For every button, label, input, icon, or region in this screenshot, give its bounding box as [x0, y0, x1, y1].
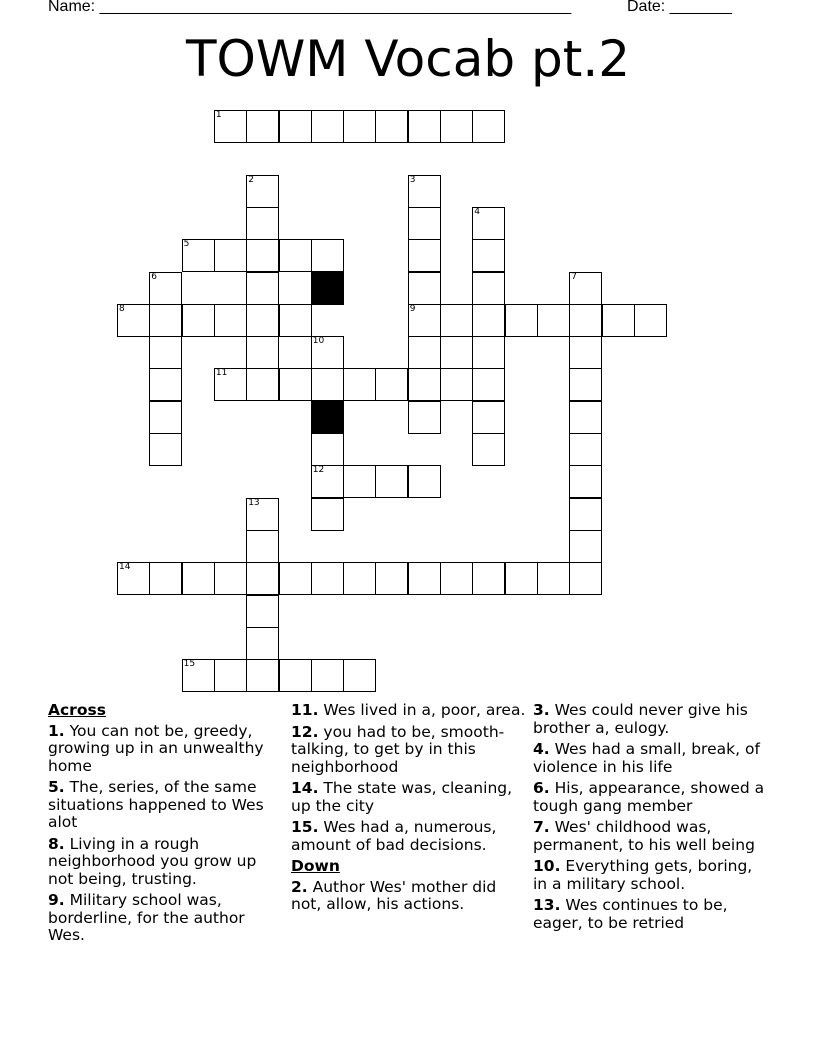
crossword-cell[interactable]	[408, 401, 441, 434]
crossword-cell[interactable]	[311, 433, 344, 466]
crossword-cell[interactable]	[214, 304, 247, 337]
clue-item	[291, 724, 526, 777]
crossword-cell[interactable]	[569, 433, 602, 466]
clue-text: His, appearance, showed a tough gang member	[533, 779, 765, 815]
clue-number: 12.	[291, 722, 319, 741]
crossword-cell[interactable]	[408, 207, 441, 240]
crossword-cell[interactable]	[182, 659, 215, 692]
clue-item	[533, 741, 768, 776]
crossword-cell[interactable]	[343, 110, 376, 143]
crossword-cell[interactable]	[472, 304, 505, 337]
crossword-cell[interactable]	[408, 304, 441, 337]
black-square	[311, 272, 344, 305]
crossword-cell[interactable]	[569, 336, 602, 369]
crossword-cell[interactable]	[246, 530, 279, 563]
clue-item	[533, 897, 768, 932]
crossword-cell[interactable]	[149, 433, 182, 466]
crossword-cell[interactable]	[246, 336, 279, 369]
cell-number: 7	[571, 271, 577, 282]
crossword-cell[interactable]	[311, 110, 344, 143]
clue-text: Wes had a, numerous, amount of bad decisions.	[291, 818, 497, 854]
crossword-cell[interactable]	[149, 304, 182, 337]
cell-number: 3	[409, 174, 416, 185]
crossword-cell[interactable]	[505, 562, 538, 595]
clue-number: 15.	[291, 818, 319, 836]
crossword-cell[interactable]	[408, 465, 441, 498]
name-field-label: Name: _____________________________________________________	[48, 0, 572, 15]
crossword-cell[interactable]	[149, 562, 182, 595]
clue-number: 3.	[533, 701, 550, 719]
crossword-cell[interactable]	[279, 110, 312, 143]
crossword-cell[interactable]	[279, 368, 312, 401]
black-square	[311, 401, 344, 434]
crossword-cell[interactable]	[343, 368, 376, 401]
crossword-cell[interactable]	[408, 272, 441, 305]
clue-number: 4.	[533, 740, 550, 758]
cell-number: 14	[119, 562, 131, 573]
cell-number: 10	[312, 336, 325, 347]
crossword-cell[interactable]	[440, 110, 473, 143]
clue-item	[533, 858, 768, 893]
crossword-cell[interactable]	[149, 336, 182, 369]
crossword-cell[interactable]	[569, 465, 602, 498]
crossword-cell[interactable]	[311, 465, 344, 498]
crossword-cell[interactable]	[149, 401, 182, 434]
clue-number: 6.	[533, 779, 550, 797]
crossword-cell[interactable]	[602, 304, 635, 337]
crossword-cell[interactable]	[246, 110, 279, 143]
crossword-cell[interactable]	[569, 498, 602, 531]
down-heading: Down	[291, 857, 340, 875]
crossword-cell[interactable]	[214, 239, 247, 272]
crossword-cell[interactable]	[246, 272, 279, 305]
clue-number: 14.	[291, 779, 319, 797]
crossword-cell[interactable]	[149, 272, 182, 305]
crossword-cell[interactable]	[279, 659, 312, 692]
clue-item	[291, 819, 526, 854]
cell-number: 15	[183, 659, 196, 670]
clue-item	[48, 836, 283, 889]
crossword-cell[interactable]	[246, 207, 279, 240]
cell-number: 4	[474, 206, 481, 217]
crossword-cell[interactable]	[279, 304, 312, 337]
crossword-cell[interactable]	[472, 239, 505, 272]
crossword-cell[interactable]	[408, 562, 441, 595]
crossword-cell[interactable]	[472, 433, 505, 466]
crossword-cell[interactable]	[246, 659, 279, 692]
cell-number: 9	[409, 303, 416, 314]
crossword-cell[interactable]	[246, 595, 279, 628]
crossword-cell[interactable]	[472, 562, 505, 595]
crossword-cell[interactable]	[375, 110, 408, 143]
crossword-cell[interactable]	[537, 562, 570, 595]
puzzle-title: TOWM Vocab pt.2	[185, 30, 631, 88]
clue-item	[48, 892, 283, 945]
clue-number: 2.	[291, 877, 308, 896]
crossword-cell[interactable]	[311, 498, 344, 531]
crossword-cell[interactable]	[246, 627, 279, 660]
crossword-cell[interactable]	[343, 659, 376, 692]
crossword-cell[interactable]	[149, 368, 182, 401]
clue-text: Everything gets, boring, in a military school.	[533, 857, 753, 893]
crossword-cell[interactable]	[472, 336, 505, 369]
crossword-cell[interactable]	[279, 239, 312, 272]
crossword-cell[interactable]	[117, 304, 150, 337]
crossword-cell[interactable]	[246, 368, 279, 401]
clue-number: 1.	[48, 721, 65, 740]
crossword-cell[interactable]	[472, 368, 505, 401]
cell-number: 13	[248, 497, 260, 508]
crossword-cell[interactable]	[214, 110, 247, 143]
clue-number: 5.	[48, 778, 65, 796]
crossword-cell[interactable]	[182, 239, 215, 272]
clue-text: Wes could never give his brother a, eulogy.	[533, 701, 748, 737]
clue-text: Author Wes' mother did not, allow, his actions.	[291, 877, 497, 913]
crossword-cell[interactable]	[246, 562, 279, 595]
cell-number: 6	[151, 271, 158, 282]
clue-item	[48, 779, 283, 832]
cell-number: 12	[312, 465, 325, 476]
crossword-cell[interactable]	[472, 272, 505, 305]
crossword-cell[interactable]	[408, 239, 441, 272]
clues-column-1	[48, 702, 283, 949]
crossword-cell[interactable]	[634, 304, 667, 337]
crossword-cell[interactable]	[343, 465, 376, 498]
cell-number: 11	[215, 368, 228, 379]
crossword-cell[interactable]	[214, 659, 247, 692]
crossword-cell[interactable]	[472, 110, 505, 143]
crossword-cell[interactable]	[375, 562, 408, 595]
cell-number: 2	[248, 174, 254, 185]
clue-text: You can not be, greedy, growing up in an unwealthy home	[48, 721, 264, 775]
crossword-cell[interactable]	[311, 659, 344, 692]
crossword-cell[interactable]	[472, 207, 505, 240]
crossword-cell[interactable]	[246, 239, 279, 272]
crossword-cell[interactable]	[311, 239, 344, 272]
clue-text: The, series, of the same situations happened to Wes alot	[48, 778, 264, 831]
crossword-cell[interactable]	[311, 336, 344, 369]
clues-column-2	[291, 702, 526, 918]
crossword-cell[interactable]	[279, 562, 312, 595]
crossword-cell[interactable]	[569, 562, 602, 595]
crossword-cell[interactable]	[505, 304, 538, 337]
crossword-cell[interactable]	[569, 304, 602, 337]
clue-item	[291, 702, 526, 720]
crossword-cell[interactable]	[246, 498, 279, 531]
clue-text: Wes continues to be, eager, to be retried	[533, 896, 728, 932]
clue-text: Wes lived in a, poor, area.	[318, 701, 526, 719]
clue-text: you had to be, smooth-talking, to get by in this neighborhood	[291, 722, 505, 776]
crossword-cell[interactable]	[408, 368, 441, 401]
crossword-cell[interactable]	[408, 336, 441, 369]
clue-number: 10.	[533, 857, 561, 875]
crossword-cell[interactable]	[440, 304, 473, 337]
across-heading: Across	[48, 701, 106, 719]
clue-item	[291, 780, 526, 815]
crossword-cell[interactable]	[246, 304, 279, 337]
crossword-cell[interactable]	[182, 562, 215, 595]
crossword-cell[interactable]	[569, 530, 602, 563]
crossword-cell[interactable]	[246, 175, 279, 208]
clue-item	[291, 879, 526, 914]
crossword-cell[interactable]	[440, 562, 473, 595]
clue-item	[533, 780, 768, 815]
clue-text: Military school was, borderline, for the author Wes.	[48, 891, 245, 944]
crossword-cell[interactable]	[214, 562, 247, 595]
crossword-cell[interactable]	[343, 562, 376, 595]
clue-number: 7.	[533, 818, 550, 836]
crossword-cell[interactable]	[311, 562, 344, 595]
clue-item	[48, 723, 283, 776]
clue-number: 11.	[291, 701, 319, 719]
crossword-cell[interactable]	[569, 368, 602, 401]
crossword-cell[interactable]	[472, 401, 505, 434]
crossword-cell[interactable]	[182, 304, 215, 337]
date-field-label: Date: _______	[627, 0, 732, 15]
crossword-cell[interactable]	[440, 368, 473, 401]
crossword-cell[interactable]	[375, 465, 408, 498]
crossword-cell[interactable]	[214, 368, 247, 401]
crossword-cell[interactable]	[408, 110, 441, 143]
clues-column-3	[533, 702, 768, 936]
crossword-cell[interactable]	[537, 304, 570, 337]
clue-item	[533, 819, 768, 854]
clue-item	[533, 702, 768, 737]
cell-number: 1	[215, 110, 222, 120]
crossword-cell[interactable]	[117, 562, 150, 595]
crossword-cell[interactable]	[569, 272, 602, 305]
clue-text: Living in a rough neighborhood you grow up not being, trusting.	[48, 834, 257, 888]
crossword-cell[interactable]	[569, 401, 602, 434]
crossword-cell[interactable]	[408, 175, 441, 208]
clue-number: 9.	[48, 891, 65, 909]
crossword-cell[interactable]	[375, 368, 408, 401]
clue-number: 8.	[48, 834, 65, 853]
clue-number: 13.	[533, 896, 561, 914]
cell-number: 8	[119, 303, 125, 314]
crossword-cell[interactable]	[311, 368, 344, 401]
clue-text: The state was, cleaning, up the city	[291, 779, 513, 815]
cell-number: 5	[183, 239, 190, 250]
clue-text: Wes had a small, break, of violence in his life	[533, 740, 760, 776]
clue-text: Wes' childhood was, permanent, to his well being	[533, 818, 755, 854]
